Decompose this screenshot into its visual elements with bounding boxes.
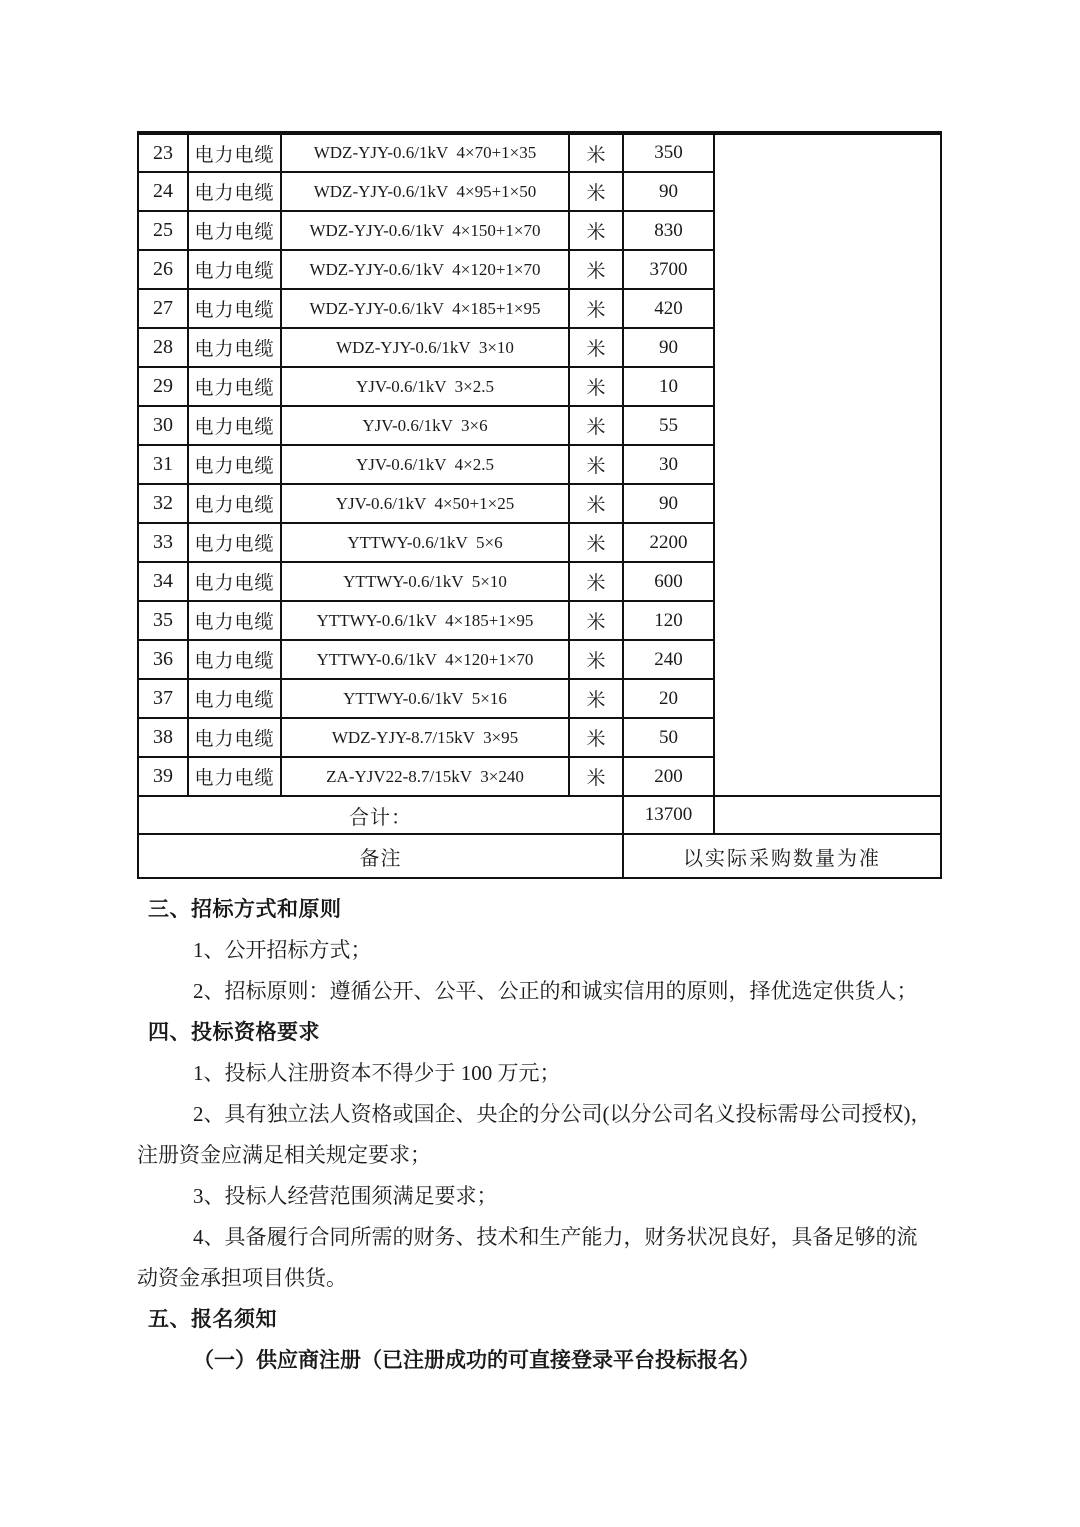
item-name: 电力电缆: [188, 211, 281, 250]
note-row: [138, 834, 941, 878]
item-spec: YJV-0.6/1kV 4×2.5: [281, 445, 569, 484]
item-name: 电力电缆: [188, 445, 281, 484]
row-number: 29: [138, 367, 188, 406]
item-name: 电力电缆: [188, 250, 281, 289]
item-quantity: 3700: [623, 250, 714, 289]
item-unit: 米: [569, 289, 623, 328]
section-4-item-4-line-2: 动资金承担项目供货。: [137, 1266, 347, 1290]
remarks-column-empty: [714, 133, 941, 796]
item-spec: YTTWY-0.6/1kV 5×10: [281, 562, 569, 601]
item-quantity: 2200: [623, 523, 714, 562]
section-5-sub-1: （一）供应商注册（已注册成功的可直接登录平台投标报名）: [193, 1348, 760, 1372]
row-number: 33: [138, 523, 188, 562]
item-unit: 米: [569, 523, 623, 562]
item-quantity: 200: [623, 757, 714, 796]
item-spec: YJV-0.6/1kV 4×50+1×25: [281, 484, 569, 523]
row-number: 24: [138, 172, 188, 211]
item-name: 电力电缆: [188, 757, 281, 796]
row-number: 38: [138, 718, 188, 757]
item-spec: YTTWY-0.6/1kV 5×6: [281, 523, 569, 562]
section-5-heading: 五、报名须知: [148, 1307, 277, 1331]
item-spec: ZA-YJV22-8.7/15kV 3×240: [281, 757, 569, 796]
section-3-item-1: 1、公开招标方式；: [193, 938, 372, 962]
item-unit: 米: [569, 367, 623, 406]
item-quantity: 830: [623, 211, 714, 250]
row-number: 32: [138, 484, 188, 523]
item-unit: 米: [569, 718, 623, 757]
row-number: 30: [138, 406, 188, 445]
item-spec: WDZ-YJY-0.6/1kV 4×150+1×70: [281, 211, 569, 250]
section-4-heading: 四、投标资格要求: [148, 1020, 320, 1044]
item-quantity: 30: [623, 445, 714, 484]
note-label: 备注: [138, 834, 623, 878]
section-4-item-4-line-1: 4、具备履行合同所需的财务、技术和生产能力，财务状况良好，具备足够的流: [193, 1225, 918, 1249]
section-4-item-2-line-1: 2、具有独立法人资格或国企、央企的分公司(以分公司名义投标需母公司授权)，: [193, 1102, 932, 1126]
item-name: 电力电缆: [188, 718, 281, 757]
item-name: 电力电缆: [188, 484, 281, 523]
row-number: 23: [138, 133, 188, 172]
row-number: 31: [138, 445, 188, 484]
item-name: 电力电缆: [188, 562, 281, 601]
item-quantity: 90: [623, 328, 714, 367]
row-number: 37: [138, 679, 188, 718]
item-unit: 米: [569, 406, 623, 445]
item-spec: YJV-0.6/1kV 3×6: [281, 406, 569, 445]
item-spec: WDZ-YJY-0.6/1kV 4×120+1×70: [281, 250, 569, 289]
table-row: [138, 133, 941, 172]
item-spec: WDZ-YJY-0.6/1kV 4×70+1×35: [281, 133, 569, 172]
item-unit: 米: [569, 172, 623, 211]
item-unit: 米: [569, 601, 623, 640]
item-name: 电力电缆: [188, 601, 281, 640]
item-quantity: 10: [623, 367, 714, 406]
item-quantity: 120: [623, 601, 714, 640]
item-unit: 米: [569, 133, 623, 172]
item-unit: 米: [569, 211, 623, 250]
section-4-item-3: 3、投标人经营范围须满足要求；: [193, 1184, 498, 1208]
section-3-item-2: 2、招标原则：遵循公开、公平、公正的和诚实信用的原则，择优选定供货人；: [193, 979, 918, 1003]
item-unit: 米: [569, 445, 623, 484]
note-value: 以实际采购数量为准: [623, 834, 941, 878]
total-label: 合计：: [138, 796, 623, 834]
item-quantity: 50: [623, 718, 714, 757]
cable-procurement-table: [137, 131, 942, 879]
item-unit: 米: [569, 562, 623, 601]
item-name: 电力电缆: [188, 406, 281, 445]
row-number: 25: [138, 211, 188, 250]
item-name: 电力电缆: [188, 367, 281, 406]
item-unit: 米: [569, 640, 623, 679]
item-unit: 米: [569, 328, 623, 367]
item-name: 电力电缆: [188, 523, 281, 562]
total-row: [138, 796, 941, 834]
item-spec: WDZ-YJY-0.6/1kV 3×10: [281, 328, 569, 367]
section-3-heading: 三、招标方式和原则: [148, 897, 342, 921]
item-name: 电力电缆: [188, 640, 281, 679]
item-spec: WDZ-YJY-0.6/1kV 4×185+1×95: [281, 289, 569, 328]
item-unit: 米: [569, 484, 623, 523]
item-unit: 米: [569, 757, 623, 796]
total-remarks-empty: [714, 796, 941, 834]
row-number: 34: [138, 562, 188, 601]
item-quantity: 20: [623, 679, 714, 718]
row-number: 35: [138, 601, 188, 640]
item-name: 电力电缆: [188, 289, 281, 328]
item-quantity: 350: [623, 133, 714, 172]
item-quantity: 90: [623, 484, 714, 523]
total-quantity: 13700: [623, 796, 714, 834]
item-name: 电力电缆: [188, 328, 281, 367]
item-unit: 米: [569, 679, 623, 718]
item-spec: WDZ-YJY-0.6/1kV 4×95+1×50: [281, 172, 569, 211]
row-number: 28: [138, 328, 188, 367]
item-quantity: 240: [623, 640, 714, 679]
row-number: 27: [138, 289, 188, 328]
item-unit: 米: [569, 250, 623, 289]
item-name: 电力电缆: [188, 172, 281, 211]
row-number: 36: [138, 640, 188, 679]
item-name: 电力电缆: [188, 679, 281, 718]
row-number: 26: [138, 250, 188, 289]
item-quantity: 90: [623, 172, 714, 211]
item-spec: YJV-0.6/1kV 3×2.5: [281, 367, 569, 406]
item-quantity: 55: [623, 406, 714, 445]
item-spec: YTTWY-0.6/1kV 4×185+1×95: [281, 601, 569, 640]
item-spec: YTTWY-0.6/1kV 4×120+1×70: [281, 640, 569, 679]
item-spec: WDZ-YJY-8.7/15kV 3×95: [281, 718, 569, 757]
text-body: [137, 889, 943, 1381]
item-name: 电力电缆: [188, 133, 281, 172]
section-4-item-2-line-2: 注册资金应满足相关规定要求；: [137, 1143, 431, 1167]
item-quantity: 600: [623, 562, 714, 601]
row-number: 39: [138, 757, 188, 796]
section-4-item-1: 1、投标人注册资本不得少于 100 万元；: [193, 1061, 561, 1085]
item-quantity: 420: [623, 289, 714, 328]
item-spec: YTTWY-0.6/1kV 5×16: [281, 679, 569, 718]
